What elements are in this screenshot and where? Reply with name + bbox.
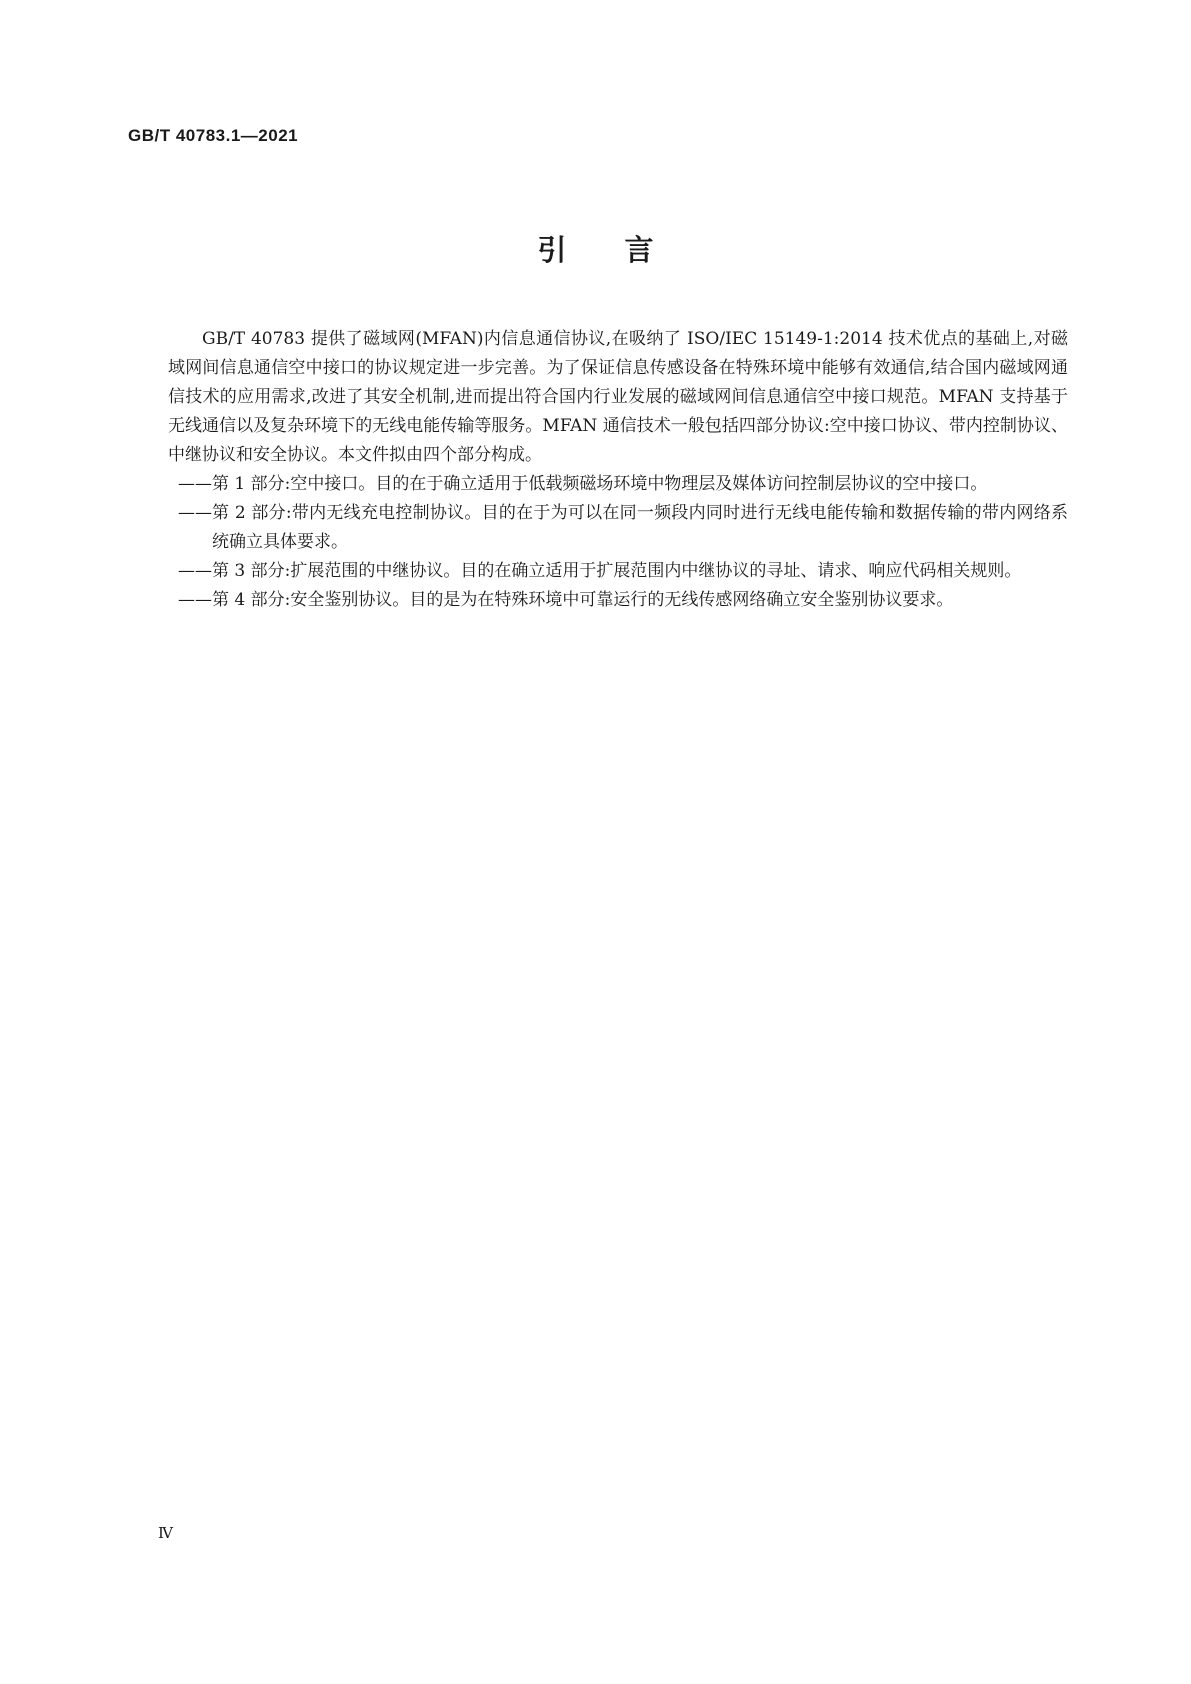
list-item bbox=[178, 586, 1068, 615]
parts-list bbox=[168, 470, 1068, 615]
list-item-text: 第 4 部分:安全鉴别协议。目的是为在特殊环境中可靠运行的无线传感网络确立安全鉴别协议要求。 bbox=[212, 590, 954, 610]
list-item-text: 第 2 部分:带内无线充电控制协议。目的在于为可以在同一频段内同时进行无线电能传输和数据传输的带内网络系统确立具体要求。 bbox=[212, 503, 1068, 552]
list-item bbox=[178, 470, 1068, 499]
list-item bbox=[178, 557, 1068, 586]
list-dash: —— bbox=[178, 474, 212, 494]
intro-paragraph: GB/T 40783 提供了磁域网(MFAN)内信息通信协议,在吸纳了 ISO/IEC 15149-1:2014 技术优点的基础上,对磁域网间信息通信空中接口的协议规定进一步完善。为了保证信息传感设备在特殊环境中能够有效通信,结合国内磁域网通信技术的应用需求,改进了其安全机制,进而提出符合国内行业发展的磁域网间信息通信空中接口规范。MFAN 支持基于无线通信以及复杂环境下的无线电能传输等服务。MFAN 通信技术一般包括四部分协议:空中接口协议、带内控制协议、中继协议和安全协议。本文件拟由四个部分构成。 bbox=[168, 329, 1068, 465]
list-item-text: 第 3 部分:扩展范围的中继协议。目的在确立适用于扩展范围内中继协议的寻址、请求、响应代码相关规则。 bbox=[212, 561, 1022, 581]
list-item-text: 第 1 部分:空中接口。目的在于确立适用于低载频磁场环境中物理层及媒体访问控制层协议的空中接口。 bbox=[212, 474, 988, 494]
list-item bbox=[178, 499, 1068, 557]
list-dash: —— bbox=[178, 561, 212, 581]
list-dash: —— bbox=[178, 590, 212, 610]
list-dash: —— bbox=[178, 503, 212, 523]
page-title: 引言 bbox=[537, 233, 712, 267]
introduction-body bbox=[168, 325, 1068, 615]
page-number: Ⅳ bbox=[158, 1524, 173, 1542]
document-id: GB/T 40783.1—2021 bbox=[128, 126, 299, 145]
